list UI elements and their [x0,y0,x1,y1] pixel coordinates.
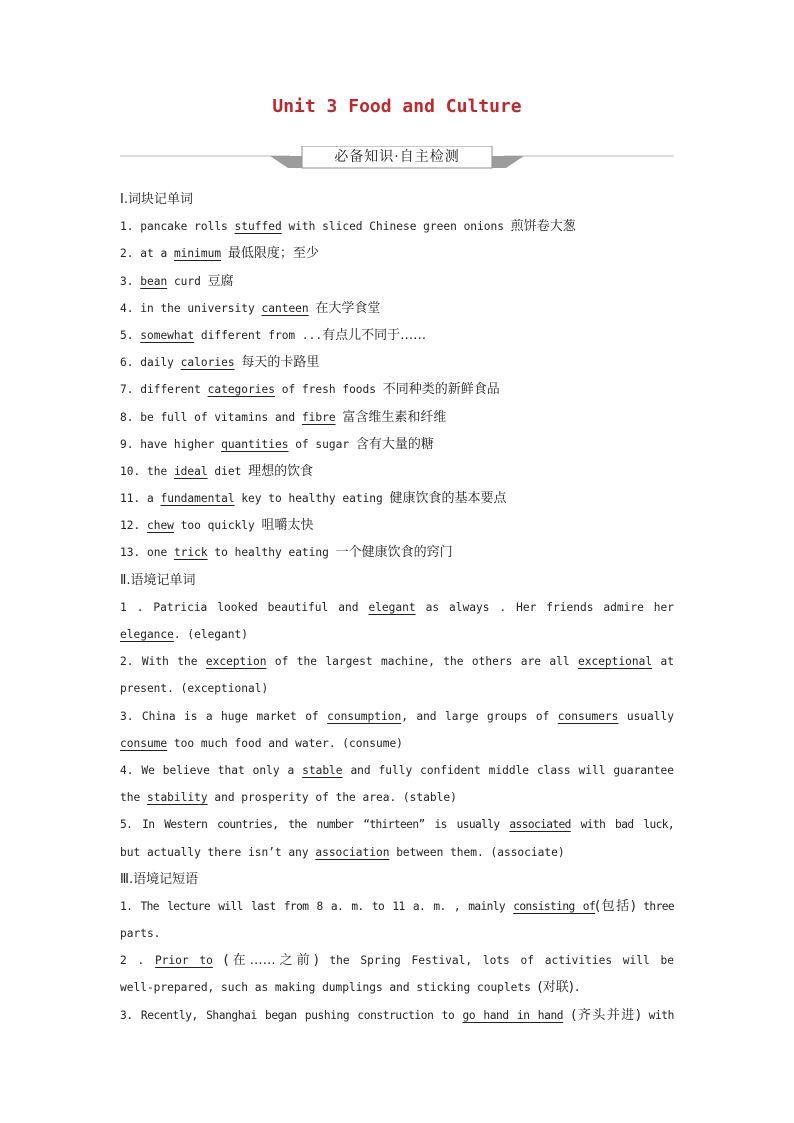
sentence-line: 5. In Western countries, the number “thirteen” is usually associated with bad luck, [120,818,674,832]
answer-word: bean [140,274,168,288]
answer-word: fundamental [160,492,235,506]
sentence-line: present. (exceptional) [120,682,269,696]
sentence-line: 1. The lecture will last from 8 a. m. to 11 a. m. , mainly consisting of(包括) three [120,898,674,914]
section-heading: Ⅲ.语境记短语 [120,871,199,887]
answer-word: somewhat [140,328,195,342]
list-item: 12. chew too quickly 咀嚼太快 [120,518,314,534]
list-item: 1. pancake rolls stuffed with sliced Chinese green onions 煎饼卷大葱 [120,219,576,235]
list-item: 13. one trick to healthy eating 一个健康饮食的窍门 [120,545,453,561]
list-item: 8. be full of vitamins and fibre 富含维生素和纤维 [120,409,447,425]
banner-title: 必备知识·自主检测 [334,149,460,165]
answer-word: elegance [120,628,174,641]
list-item: 5. somewhat different from ...有点儿不同于…… [120,327,427,343]
answer-word: calories [180,356,235,370]
sentence-line: 2. With the exception of the largest machine, the others are all exceptional at [120,655,674,669]
list-item: 3. bean curd 豆腐 [120,273,234,289]
sentence-line: elegance. (elegant) [120,628,248,641]
section-heading: Ⅰ.词块记单词 [120,192,193,207]
answer-phrase: go hand in hand [462,1008,564,1022]
answer-word: quantities [221,437,289,451]
answer-word: consume [120,736,168,750]
answer-word: stable [302,763,343,777]
answer-word: stuffed [234,220,282,234]
list-item: 2. at a minimum 最低限度；至少 [120,246,319,262]
sentence-line: 1 . Patricia looked beautiful and elegant as always . Her friends admire her [120,600,674,614]
sentence-line: 3. Recently, Shanghai began pushing construction to go hand in hand (齐头并进) with [120,1007,674,1023]
sentence-line: 4. We believe that only a stable and fully confident middle class will guarantee [120,763,674,777]
answer-word: categories [207,383,275,397]
answer-word: association [315,845,390,859]
sentence-line: 3. China is a huge market of consumption, and large groups of consumers usually [120,709,674,723]
page-title: Unit 3 Food and Culture [272,96,522,117]
list-item: 9. have higher quantities of sugar 含有大量的糖 [120,436,434,452]
answer-word: fibre [301,410,336,424]
answer-phrase: Prior to [154,954,213,968]
sentence-line: 2 . Prior to (在……之前) the Spring Festival, lots of activities will be [120,953,674,969]
answer-word: exception [205,655,267,669]
sentence-line: but actually there isn’t any association between them. (associate) [120,845,565,859]
answer-phrase: consisting of [513,899,596,913]
answer-word: associated [509,818,571,832]
answer-word: trick [173,546,208,560]
exercise-content [120,186,674,1029]
answer-word: minimum [173,247,222,261]
list-item: 7. different categories of fresh foods 不同种类的新鲜食品 [120,382,500,398]
list-item: 11. a fundamental key to healthy eating 健康饮食的基本要点 [120,491,507,507]
sentence-line: consume too much food and water. (consume) [120,736,403,750]
section-banner [120,146,674,170]
answer-word: exceptional [577,655,653,669]
answer-word: consumers [557,709,619,723]
list-item: 10. the ideal diet 理想的饮食 [120,463,314,479]
answer-word: consumption [327,709,402,723]
section-heading: Ⅱ.语境记单词 [120,572,196,588]
sentence-line: well-prepared, such as making dumplings and sticking couplets (对联). [120,980,581,996]
answer-word: stability [146,791,208,805]
answer-word: chew [146,519,174,533]
sentence-line: parts. [120,927,161,941]
answer-word: elegant [368,600,416,614]
list-item: 6. daily calories 每天的卡路里 [120,355,320,371]
answer-word: ideal [173,464,208,478]
answer-word: canteen [261,301,309,315]
sentence-line: the stability and prosperity of the area. (stable) [120,791,457,805]
list-item: 4. in the university canteen 在大学食堂 [120,300,381,316]
